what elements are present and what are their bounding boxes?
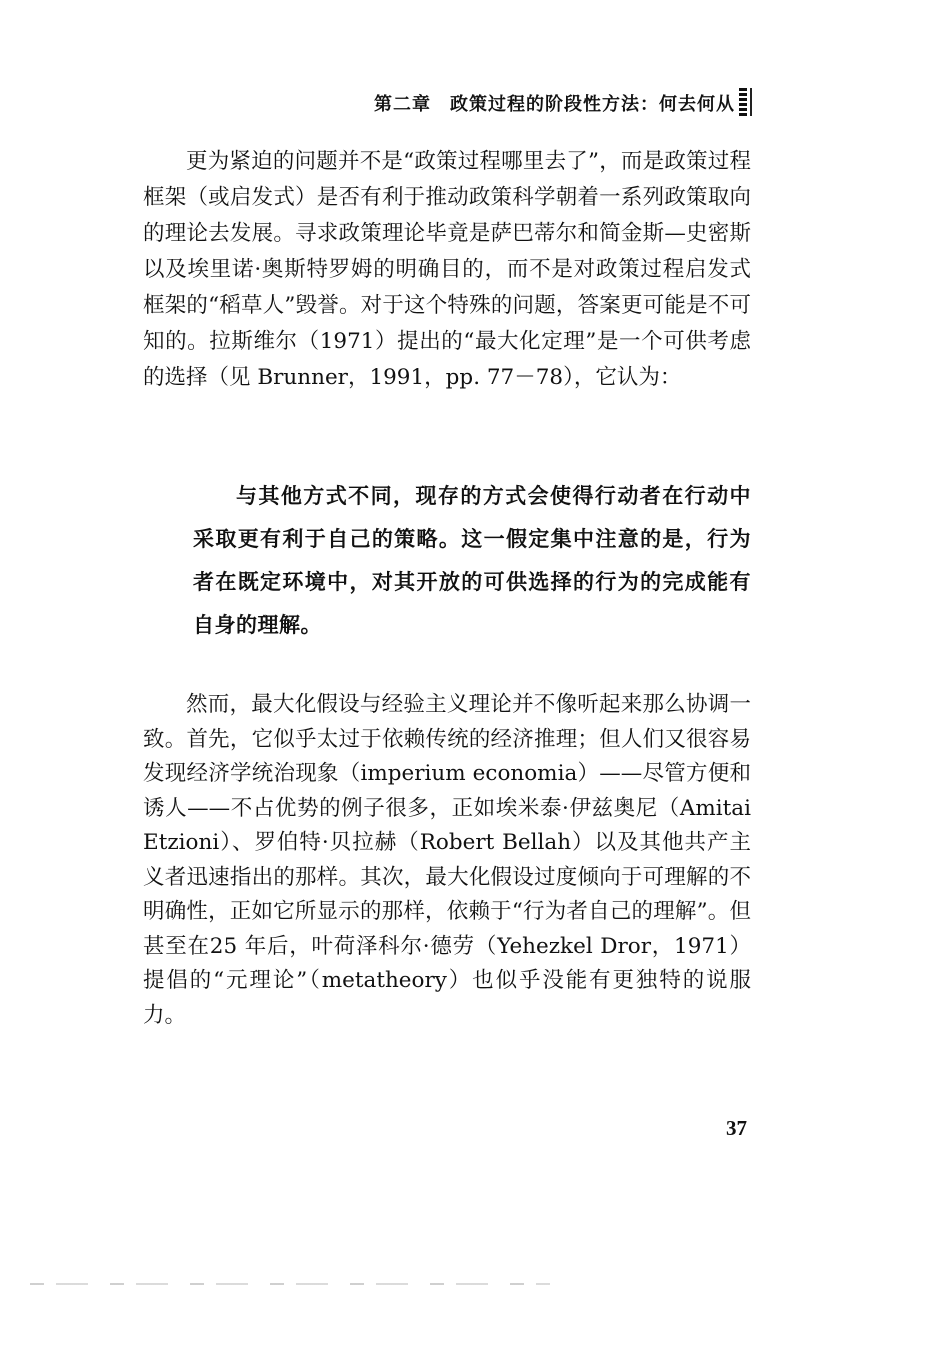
block-quote: 与其他方式不同，现存的方式会使得行动者在行动中采取更有利于自己的策略。这一假定集中注意的是，行为者在既定环境中，对其开放的可供选择的行为的完成能有自身的理解。 bbox=[193, 483, 751, 637]
body-paragraph-1: 更为紧迫的问题并不是“政策过程哪里去了”，而是政策过程框架（或启发式）是否有利于推动政策科学朝着一系列政策取向的理论去发展。寻求政策理论毕竟是萨巴蒂尔和简金斯—史密斯以及埃里诺·奥斯特罗姆的明确目的，而不是对政策过程启发式框架的“稻草人”毁誉。对于这个特殊的问题，答案更可能是不可知的。拉斯维尔（1971）提出的“最大化定理”是一个可供考虑的选择（见 Brunner，1991，pp. 77－78），它认为： bbox=[143, 149, 751, 390]
page-number: 37 bbox=[726, 1116, 747, 1140]
chapter-marker bbox=[739, 88, 747, 116]
running-title: 第二章 政策过程的阶段性方法：何去何从 bbox=[374, 94, 735, 115]
running-header bbox=[0, 88, 951, 118]
header-rule bbox=[750, 88, 752, 116]
scan-edge-marks bbox=[30, 1283, 550, 1285]
body-paragraph-2: 然而，最大化假设与经验主义理论并不像听起来那么协调一致。首先，它似乎太过于依赖传统的经济推理；但人们又很容易发现经济学统治现象（imperium economia）——尽管方便和诱人——不占优势的例子很多，正如埃米泰·伊兹奥尼（Amitai Etzioni）、罗伯特·贝拉赫（Robert Bellah）以及其他共产主义者迅速指出的那样。其次，最大化假设过度倾向于可理解的不明确性，正如它所显示的那样，依赖于“行为者自己的理解”。但甚至在25 年后，叶荷泽科尔·德劳（Yehezkel Dror，1971）提倡的“元理论”（metatheory）也似乎没能有更独特的说服力。 bbox=[143, 692, 751, 1028]
